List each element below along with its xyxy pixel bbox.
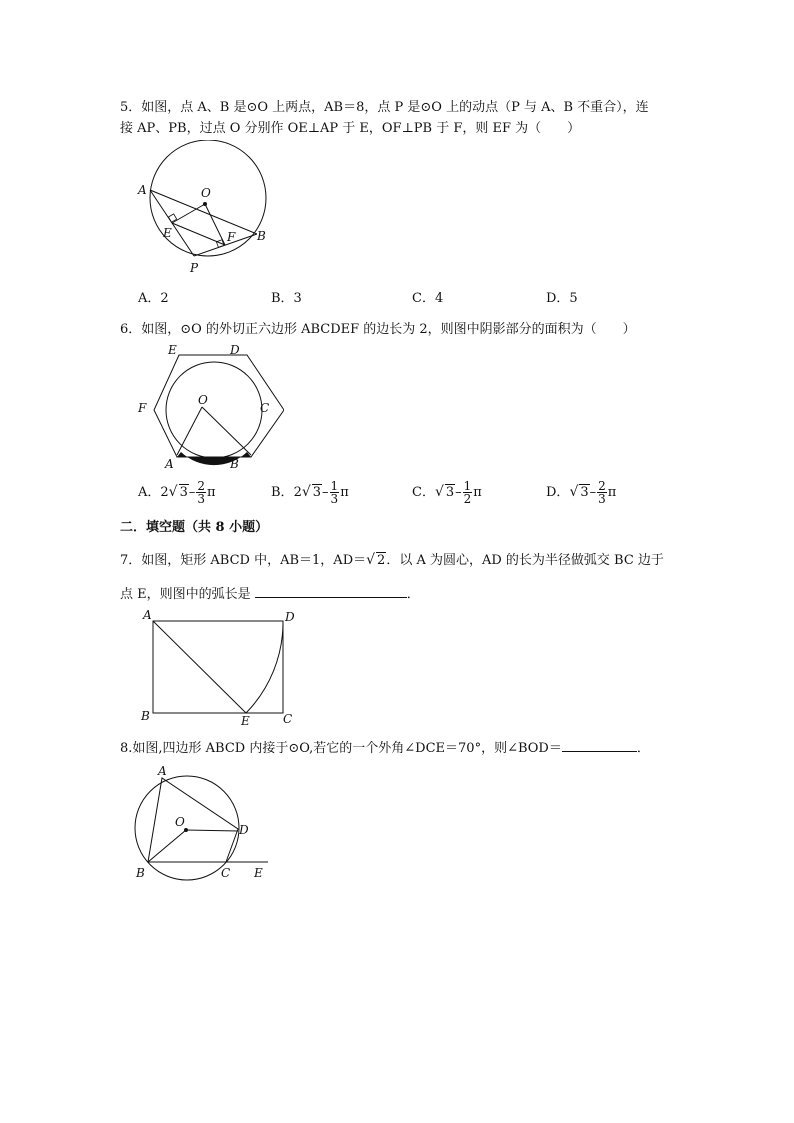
q8-label-b: B (136, 866, 145, 880)
q8-text: 8.如图,四边形 ABCD 内接于⊙O,若它的一个外角∠DCE＝70°，则∠BOD＝ ． (120, 738, 650, 757)
q5-line-oe (172, 204, 205, 223)
q5-label-f: F (227, 230, 236, 244)
q7-label-b: B (141, 709, 150, 723)
q7-label-c: C (283, 712, 293, 726)
q7-arc-de (246, 621, 283, 713)
q5-text-line1: 5．如图，点 A、B 是⊙O 上两点，AB＝8，点 P 是⊙O 上的动点（P 与 A、B 不重合），连 (120, 100, 649, 115)
q8-line-ob (148, 830, 186, 862)
q7-rectangle (153, 621, 283, 713)
q6-incircle (166, 362, 262, 458)
section-heading: 二．填空题（共 8 小题） (120, 520, 269, 535)
q7-text-line2: 点 E，则图中的弧长是 ． (120, 584, 420, 603)
q7-segment-ae (153, 621, 246, 713)
q8-line-od (186, 830, 238, 831)
q6-option-c[interactable]: C．√ 3– $\frac{1}{2}$ π (412, 479, 482, 506)
q6-text: 6．如图，⊙O 的外切正六边形 ABCDEF 的边长为 2，则图中阴影部分的面积为（ ） (120, 322, 636, 337)
q7-answer-blank[interactable] (255, 584, 407, 598)
q5-label-b: B (257, 229, 266, 243)
q6-label-e: E (168, 343, 177, 357)
q7-label-e: E (241, 714, 250, 727)
q5-option-c[interactable]: C．4 (412, 291, 444, 306)
q6-label-b: B (230, 457, 239, 471)
q8-label-c: C (221, 866, 231, 880)
q6-figure (134, 340, 284, 472)
q6-line-oa (177, 407, 202, 455)
q8-answer-blank[interactable] (562, 738, 637, 752)
q6-option-a[interactable]: A．2√ 3– $\frac{2}{3}$ π (138, 479, 216, 506)
q6-option-b[interactable]: B．2√ 3– $\frac{1}{3}$ π (271, 479, 349, 506)
q8-circle (135, 776, 239, 880)
q6-label-o: O (198, 393, 208, 407)
q8-label-a: A (158, 764, 167, 778)
q8-figure (134, 762, 274, 884)
q8-label-e: E (254, 866, 263, 880)
q7-label-d: D (285, 610, 295, 624)
q6-label-c: C (260, 401, 270, 415)
q6-shaded-region (177, 452, 251, 465)
q5-text-line2: 接 AP、PB，过点 O 分别作 OE⊥AP 于 E，OF⊥PB 于 F，则 EF 为（ ） (120, 121, 581, 136)
q5-option-a[interactable]: A．2 (138, 291, 169, 306)
q8-label-o: O (175, 815, 185, 829)
q5-center-dot (203, 202, 207, 206)
q5-label-p: P (190, 261, 199, 275)
q7-text-line1: 7．如图，矩形 ABCD 中，AB＝1，AD＝√ 2．以 A 为圆心，AD 的长为半径做弧交 BC 边于 (120, 552, 664, 568)
q5-option-d[interactable]: D．5 (546, 291, 578, 306)
q7-label-a: A (143, 608, 152, 622)
q6-label-a: A (165, 457, 174, 471)
q5-label-a: A (138, 183, 147, 197)
q5-figure (134, 140, 274, 280)
q8-quadrilateral (148, 778, 238, 862)
q6-label-f: F (138, 401, 147, 415)
q6-option-d[interactable]: D．√ 3– $\frac{2}{3}$ π (546, 479, 617, 506)
q7-figure (138, 605, 303, 727)
q6-label-d: D (230, 343, 240, 357)
q5-line-of (205, 204, 225, 245)
q5-label-e: E (163, 226, 172, 240)
q5-label-o: O (201, 186, 211, 200)
q6-line-ob (202, 407, 251, 455)
q8-label-d: D (239, 823, 249, 837)
q5-chord-pb (194, 234, 257, 256)
q5-option-b[interactable]: B．3 (271, 291, 302, 306)
